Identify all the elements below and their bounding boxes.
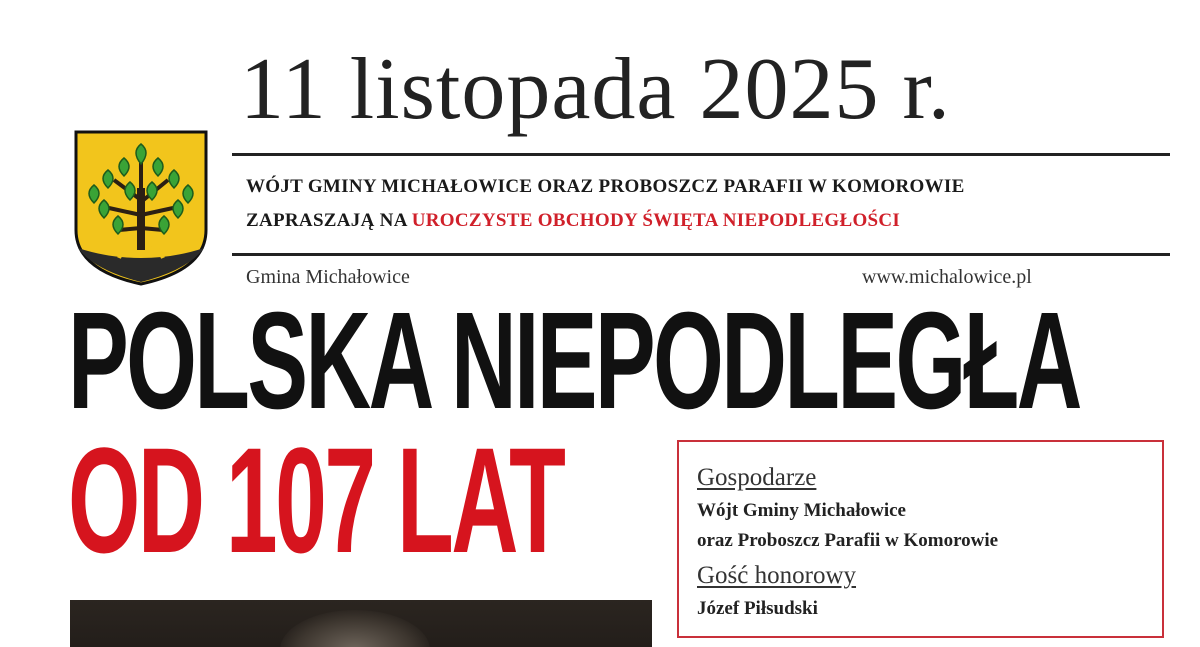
guest-label: Gość honorowy [697, 562, 857, 589]
hosts-line-1: Wójt Gminy Michałowice [697, 500, 906, 521]
hosts-line-2: oraz Proboszcz Parafii w Komorowie [697, 530, 999, 551]
invitation-line-1: WÓJT GMINY MICHAŁOWICE ORAZ PROBOSZCZ PARAFII W KOMOROWIE [246, 176, 965, 197]
guest-name: Józef Piłsudski [697, 598, 818, 619]
invitation-line-2 [246, 210, 1176, 232]
portrait-highlight [280, 610, 430, 647]
website-link[interactable]: www.michalowice.pl [862, 266, 1032, 288]
main-headline: POLSKA NIEPODLEGŁA [68, 284, 1080, 438]
anniversary-headline: OD 107 LAT [68, 416, 564, 584]
coat-of-arms-tree-icon [74, 130, 208, 286]
invitation-highlight: UROCZYSTE OBCHODY ŚWIĘTA NIEPODLEGŁOŚCI [411, 210, 901, 231]
portrait-photo [70, 600, 652, 647]
invitation-prefix: ZAPRASZAJĄ NA [246, 210, 412, 231]
municipality-caption: Gmina Michałowice [246, 266, 410, 288]
event-date: 11 listopada 2025 r. [240, 41, 951, 138]
bottom-divider [232, 253, 1170, 256]
hosts-label: Gospodarze [697, 464, 817, 491]
hosts-info-box [677, 440, 1164, 638]
top-divider [232, 153, 1170, 156]
